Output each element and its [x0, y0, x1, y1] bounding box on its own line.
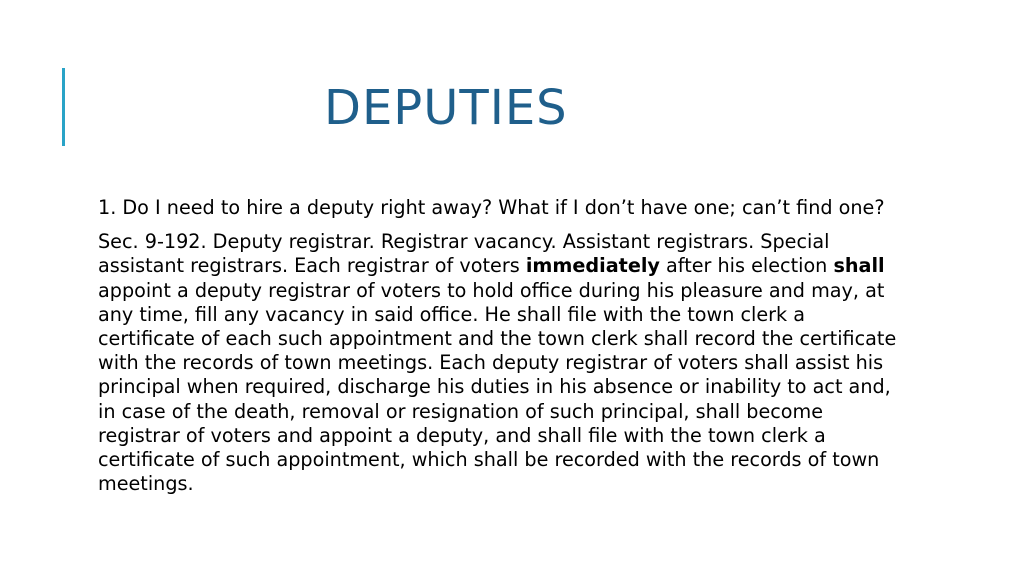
emphasis-shall: shall [833, 254, 885, 278]
statute-text-part-2: after his election [659, 254, 834, 278]
question-text: 1. Do I need to hire a deputy right away? What if I don’t have one; can’t find one? [98, 196, 885, 219]
slide-title: DEPUTIES [324, 80, 568, 136]
accent-bar [62, 68, 65, 146]
statute-text [98, 230, 898, 496]
emphasis-immediately: immediately [525, 254, 660, 278]
slide-body [98, 196, 898, 496]
statute-text-part-3: appoint a deputy registrar of voters to hold office during his pleasure and may, at any time, fill any vacancy in said office. He shall file with the town clerk a certificate of each such appointment and the town clerk shall record the certificate with the records of town meetings. Each deputy registrar of voters shall assist his principal when required, discharge his duties in his absence or inability to act and, in case of the death, removal or resignation of such principal, shall become registrar of voters and appoint a deputy, and shall file with the town clerk a certificate of such appointment, which shall be recorded with the records of town meetings. [98, 278, 897, 496]
statute-text-part-1: Sec. 9-192. Deputy registrar. Registrar vacancy. Assistant registrars. Special assistant registrars. Each registrar of voters [98, 230, 830, 278]
